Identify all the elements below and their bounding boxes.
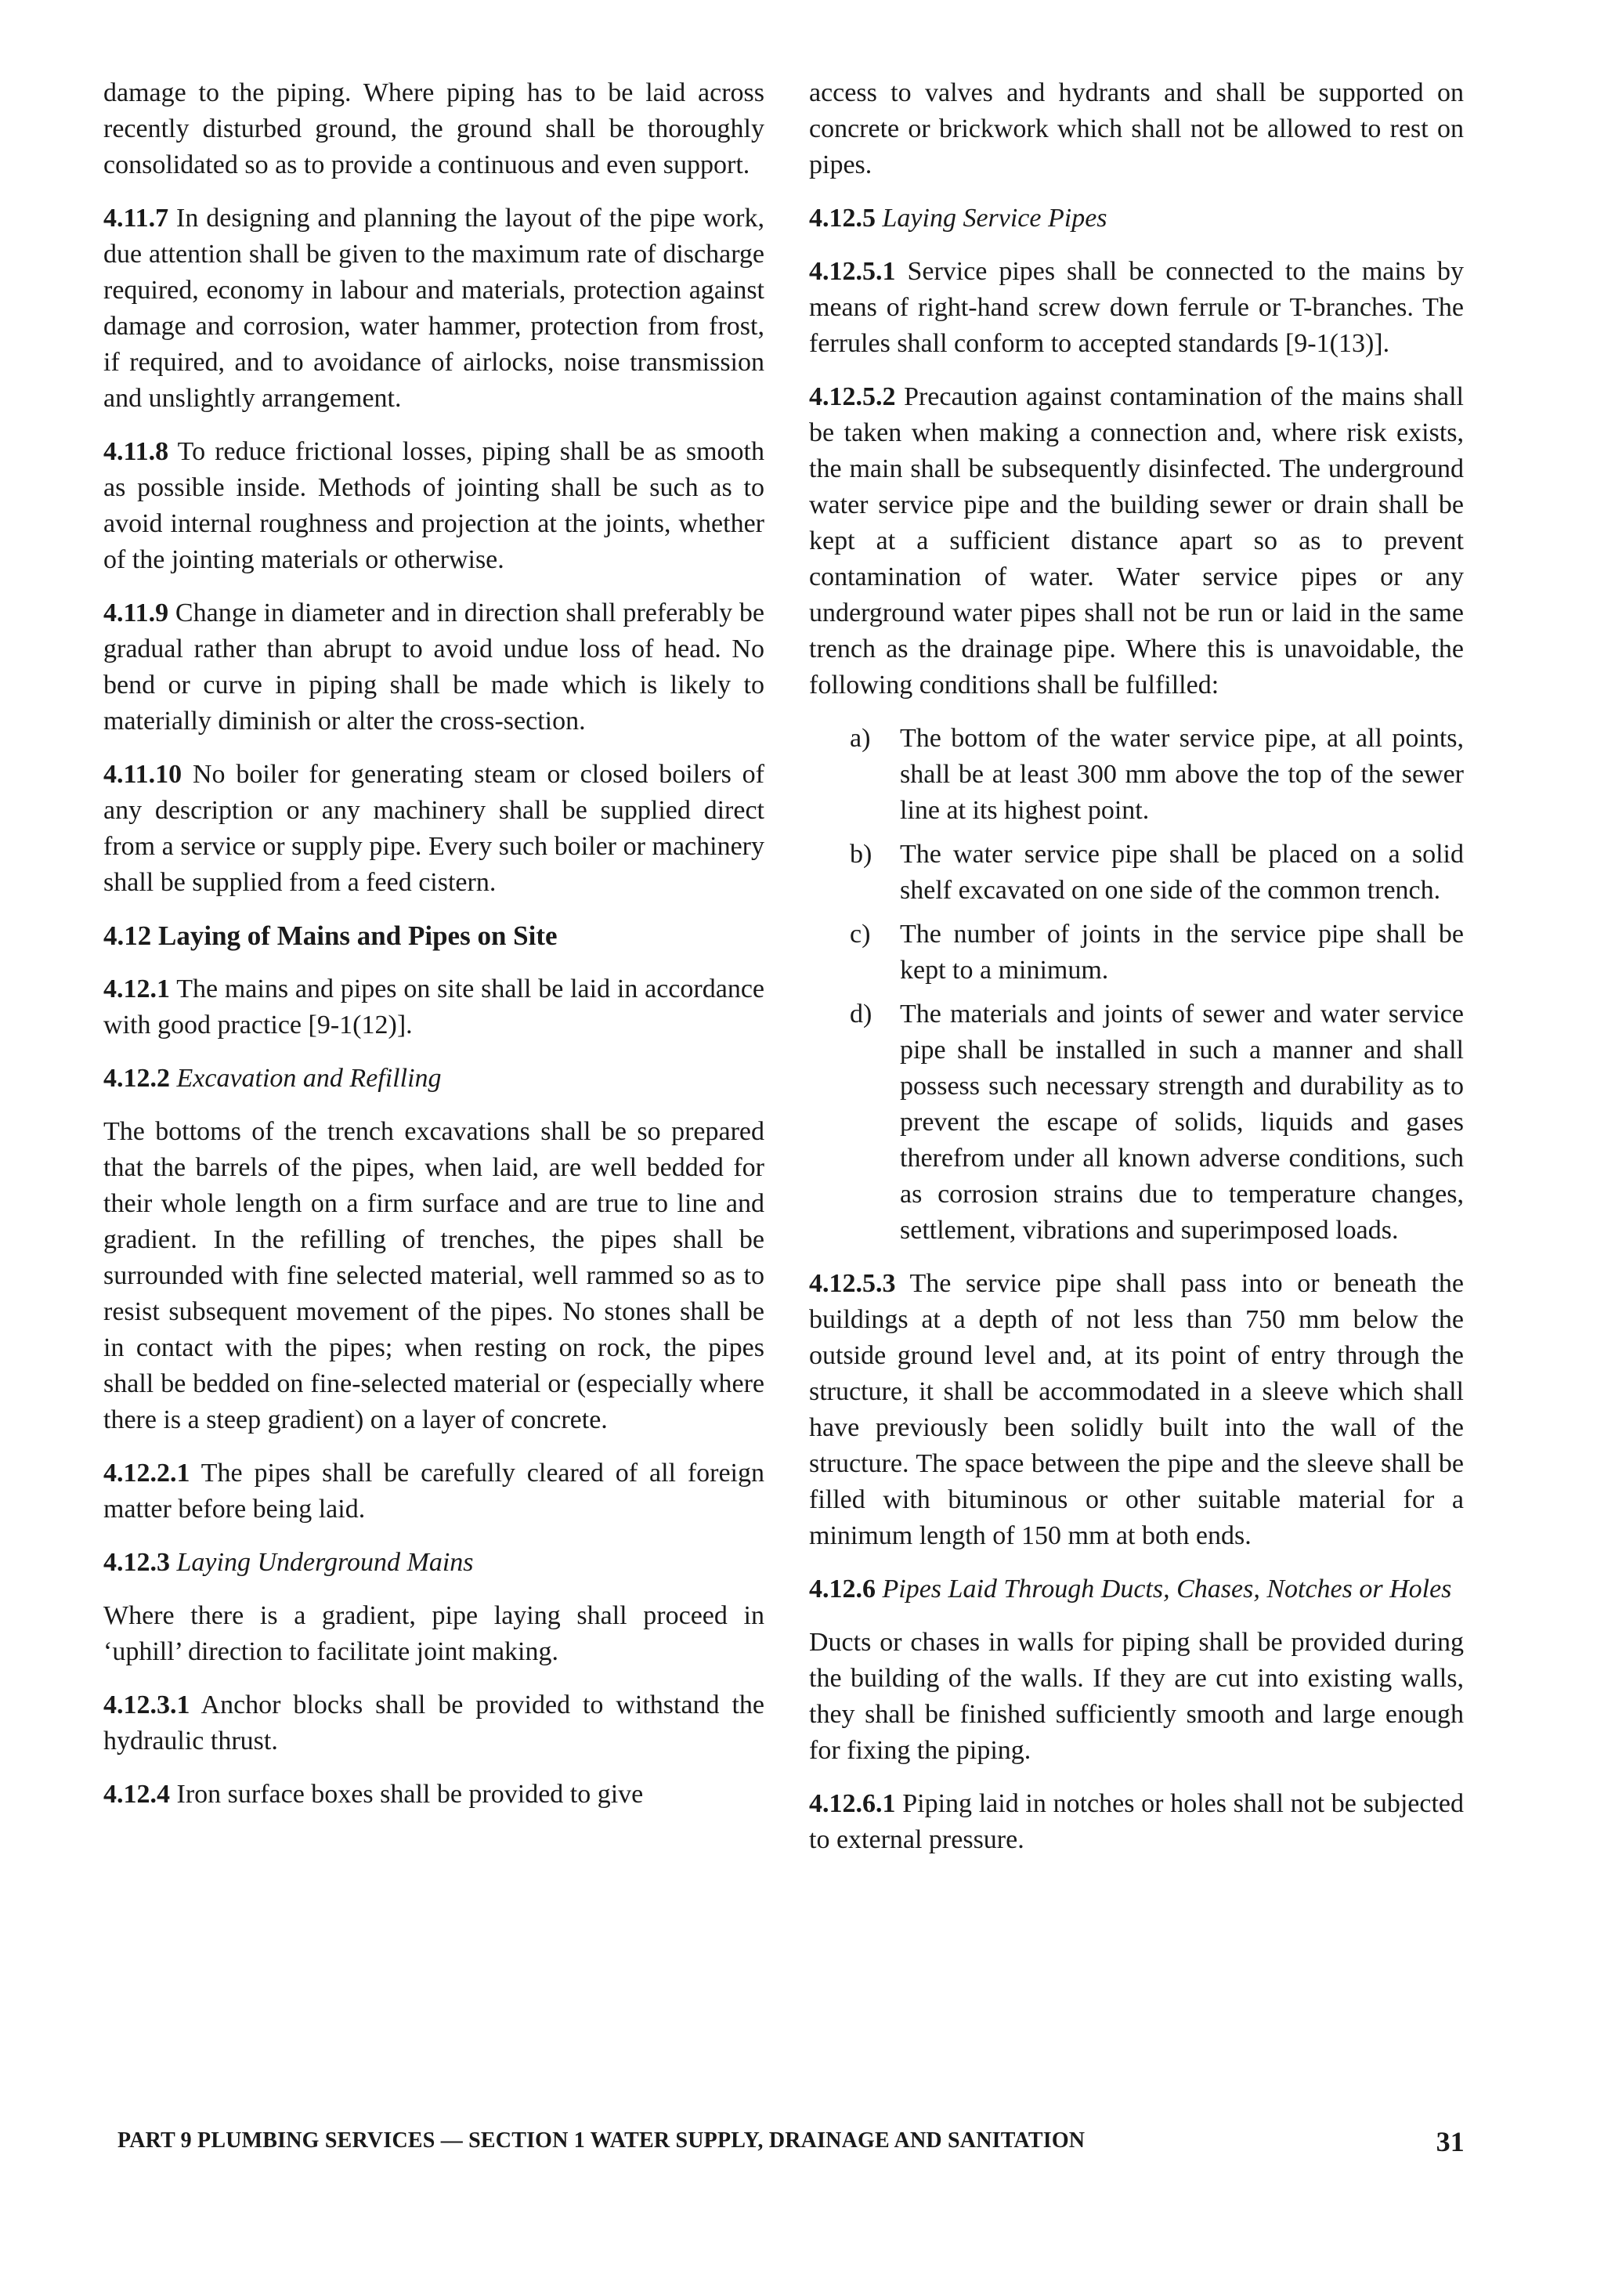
- subsection-title: Pipes Laid Through Ducts, Chases, Notches or Holes: [882, 1575, 1452, 1604]
- clause-number: 4.12.5: [809, 204, 876, 233]
- conditions-list: [809, 721, 1464, 1249]
- paragraph-excavation: The bottoms of the trench excavations shall be so prepared that the barrels of the pipes, when laid, are well bedded for their whole length on a firm surface and are true to line and gradient. In the refilling of trenches, the pipes shall be surrounded with fine selected material, well rammed so as to resist subsequent movement of the pipes. No stones shall be in contact with the pipes; when resting on rock, the pipes shall be bedded on fine-selected material or (especially where there is a steep gradient) on a layer of concrete.: [103, 1117, 764, 1434]
- paragraph-ducts: Ducts or chases in walls for piping shall be provided during the building of the walls. If they are cut into existing walls, they shall be finished sufficiently smooth and large enough for fixing the piping.: [809, 1628, 1464, 1765]
- clause-4-12-1: [103, 971, 764, 1043]
- clause-4-11-9: [103, 595, 764, 739]
- clause-number: 4.12.5.1: [809, 257, 896, 286]
- paragraph-continued: damage to the piping. Where piping has to be laid across recently disturbed ground, the ground shall be thoroughly consolidated so as to provide a continuous and even support.: [103, 78, 764, 179]
- clause-4-11-7: [103, 201, 764, 417]
- list-text: The water service pipe shall be placed on a solid shelf excavated on one side of the common trench.: [900, 840, 1464, 905]
- running-title: PART 9 PLUMBING SERVICES — SECTION 1 WATER SUPPLY, DRAINAGE AND SANITATION: [117, 2128, 1086, 2153]
- clause-number: 4.11.8: [103, 437, 169, 466]
- list-text: The materials and joints of sewer and water service pipe shall be installed in such a manner and shall possess such necessary strength and durability as to prevent the escape of solids, liquids and gases therefrom under all known adverse conditions, such as corrosion strains due to temperature changes, settlement, vibrations and superimposed loads.: [900, 1000, 1464, 1245]
- subsection-heading-4-12-5: [809, 201, 1464, 237]
- clause-number: 4.12.4: [103, 1780, 170, 1809]
- clause-text: In designing and planning the layout of the pipe work, due attention shall be given to the maximum rate of discharge required, economy in labour and materials, protection against damage and corrosion, water hammer, protection from frost, if required, and to avoidance of airlocks, noise transmission and unslightly arrangement.: [103, 204, 764, 413]
- subsection-heading-4-12-3: [103, 1545, 764, 1581]
- clause-number: 4.12.2.1: [103, 1459, 190, 1488]
- list-label: b): [850, 840, 872, 869]
- clause-text: The pipes shall be carefully cleared of all foreign matter before being laid.: [103, 1459, 764, 1524]
- clause-number: 4.12.1: [103, 974, 170, 1003]
- list-item: [850, 721, 1464, 829]
- clause-text: Change in diameter and in direction shall preferably be gradual rather than abrupt to avoid undue loss of head. No bend or curve in piping shall be made which is likely to materially diminish or alter the cross-section.: [103, 598, 764, 736]
- clause-4-11-8: [103, 434, 764, 578]
- clause-number: 4.12.5.2: [809, 382, 896, 411]
- clause-text: Iron surface boxes shall be provided to give: [170, 1780, 644, 1809]
- right-column: [809, 75, 1464, 1875]
- clause-number: 4.11.9: [103, 598, 169, 627]
- clause-4-11-10: [103, 757, 764, 901]
- clause-number: 4.11.10: [103, 760, 182, 789]
- list-label: d): [850, 1000, 872, 1029]
- clause-4-12-2-1: [103, 1455, 764, 1528]
- clause-text: No boiler for generating steam or closed boilers of any description or any machinery shall be supplied direct from a service or supply pipe. Every such boiler or machinery shall be supplied from a feed cistern.: [103, 760, 764, 897]
- list-item: [850, 996, 1464, 1249]
- clause-text: Precaution against contamination of the mains shall be taken when making a connection and, where risk exists, the main shall be subsequently disinfected. The underground water service pipe and the building sewer or drain shall be kept at a sufficient distance apart so as to prevent contamination of water. Water service pipes or any underground water pipes shall not be run or laid in the same trench as the drainage pipe. Where this is unavoidable, the following conditions shall be fulfilled:: [809, 382, 1464, 700]
- clause-4-12-5-1: [809, 254, 1464, 362]
- list-text: The number of joints in the service pipe shall be kept to a minimum.: [900, 920, 1464, 985]
- clause-number: 4.11.7: [103, 204, 169, 233]
- clause-number: 4.12.6: [809, 1575, 876, 1604]
- subsection-heading-4-12-2: [103, 1061, 764, 1097]
- subsection-heading-4-12-6: [809, 1571, 1464, 1607]
- clause-number: 4.12.3.1: [103, 1690, 190, 1719]
- clause-4-12-5-3: [809, 1266, 1464, 1554]
- list-item: [850, 917, 1464, 989]
- list-item: [850, 837, 1464, 909]
- clause-number: 4.12.2: [103, 1064, 170, 1093]
- subsection-title: Laying Service Pipes: [882, 204, 1107, 233]
- clause-text: Service pipes shall be connected to the mains by means of right-hand screw down ferrule or T-branches. The ferrules shall conform to accepted standards [9-1(13)].: [809, 257, 1464, 358]
- clause-4-12-5-2: [809, 379, 1464, 703]
- clause-4-12-4: [103, 1777, 764, 1813]
- left-column: [103, 75, 764, 1830]
- page-footer: [117, 2126, 1465, 2157]
- clause-4-12-6-1: [809, 1786, 1464, 1858]
- clause-text: Anchor blocks shall be provided to withstand the hydraulic thrust.: [103, 1690, 764, 1755]
- paragraph-gradient: Where there is a gradient, pipe laying shall proceed in ‘uphill’ direction to facilitate joint making.: [103, 1601, 764, 1666]
- clause-text: The mains and pipes on site shall be laid in accordance with good practice [9-1(12)].: [103, 974, 764, 1040]
- page-number: 31: [1436, 2126, 1465, 2157]
- clause-number: 4.12.5.3: [809, 1269, 896, 1298]
- subsection-title: Excavation and Refilling: [176, 1064, 442, 1093]
- subsection-title: Laying Underground Mains: [176, 1548, 474, 1577]
- clause-number: 4.12.6.1: [809, 1789, 896, 1818]
- list-label: c): [850, 920, 871, 949]
- paragraph-continued: access to valves and hydrants and shall be supported on concrete or brickwork which shall not be allowed to rest on pipes.: [809, 78, 1464, 179]
- list-text: The bottom of the water service pipe, at all points, shall be at least 300 mm above the top of the sewer line at its highest point.: [900, 724, 1464, 825]
- clause-text: Piping laid in notches or holes shall not be subjected to external pressure.: [809, 1789, 1464, 1854]
- section-heading-4-12: 4.12 Laying of Mains and Pipes on Site: [103, 920, 558, 951]
- list-label: a): [850, 724, 871, 753]
- clause-text: The service pipe shall pass into or beneath the buildings at a depth of not less than 750 mm below the outside ground level and, at its point of entry through the structure, it shall be accommodated in a sleeve which shall have previously been solidly built into the wall of the structure. The space between the pipe and the sleeve shall be filled with bituminous or other suitable material for a minimum length of 150 mm at both ends.: [809, 1269, 1464, 1550]
- clause-number: 4.12.3: [103, 1548, 170, 1577]
- clause-text: To reduce frictional losses, piping shall be as smooth as possible inside. Methods of jointing shall be such as to avoid internal roughness and projection at the joints, whether of the jointing materials or otherwise.: [103, 437, 764, 574]
- clause-4-12-3-1: [103, 1687, 764, 1759]
